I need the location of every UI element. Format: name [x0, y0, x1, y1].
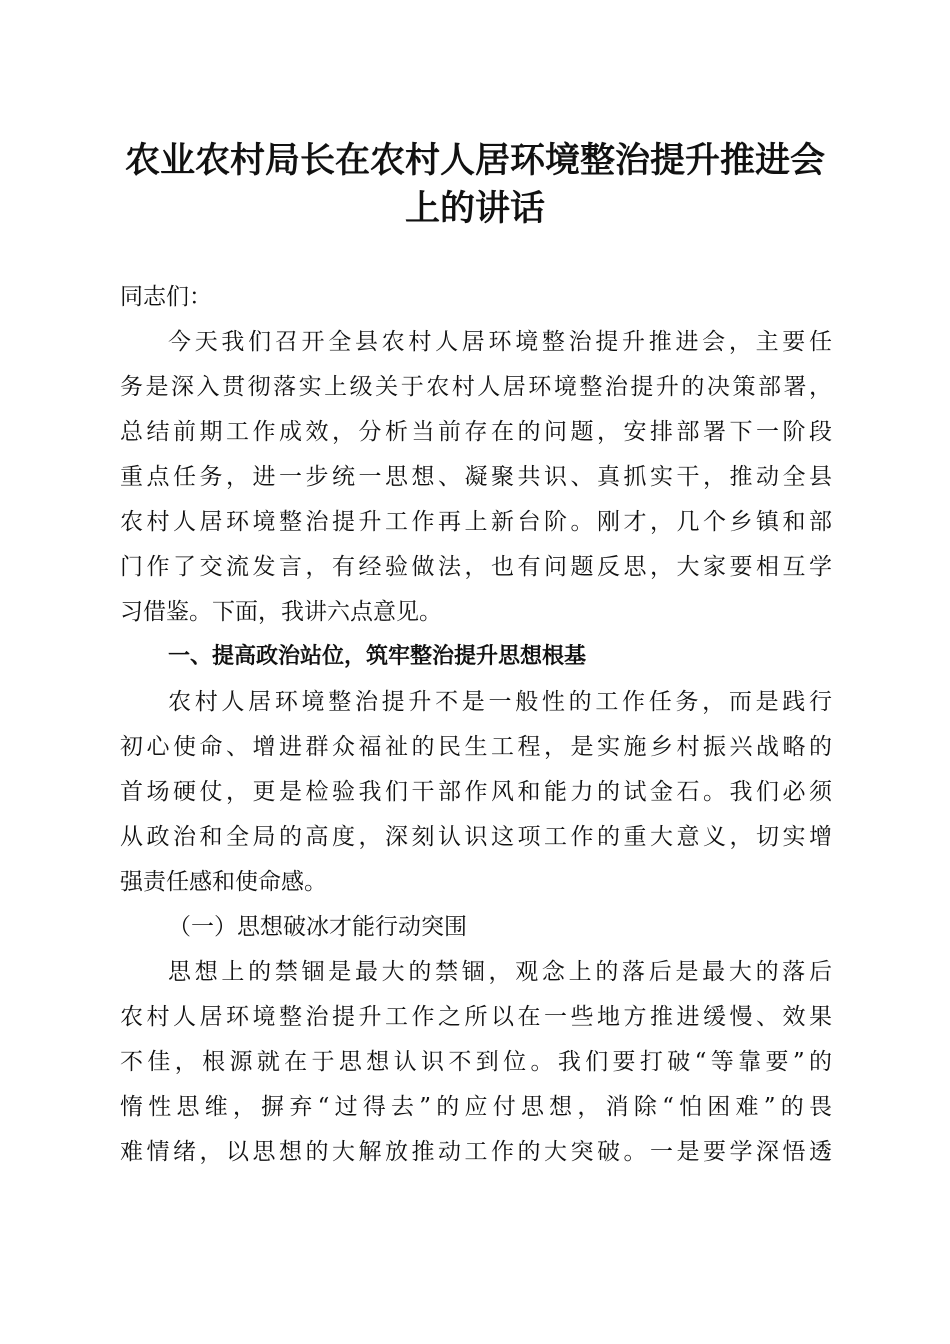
subsection-heading: （一）思想破冰才能行动突围: [168, 914, 467, 940]
body-line: 农村人居环境整治提升工作再上新台阶。刚才，几个乡镇和部: [120, 509, 832, 535]
body-line: 农村人居环境整治提升不是一般性的工作任务，而是践行: [168, 689, 832, 715]
body-line: 今天我们召开全县农村人居环境整治提升推进会，主要任: [168, 329, 832, 355]
section-heading: 一、提高政治站位，筑牢整治提升思想根基: [168, 644, 587, 669]
body-line: 农村人居环境整治提升工作之所以在一些地方推进缓慢、效果: [120, 1004, 832, 1030]
body-line: 重点任务，进一步统一思想、凝聚共识、真抓实干，推动全县: [120, 464, 832, 490]
body-line: 难情绪，以思想的大解放推动工作的大突破。一是要学深悟透: [120, 1139, 832, 1165]
document-title-line-1: 农业农村局长在农村人居环境整治提升推进会: [124, 140, 825, 181]
body-line: 总结前期工作成效，分析当前存在的问题，安排部署下一阶段: [120, 419, 832, 445]
body-line: 惰性思维，摒弃“过得去”的应付思想，消除“怕困难”的畏: [120, 1094, 832, 1120]
salutation: 同志们：: [120, 284, 212, 310]
body-line: 从政治和全局的高度，深刻认识这项工作的重大意义，切实增: [120, 824, 832, 850]
body-line: 思想上的禁锢是最大的禁锢，观念上的落后是最大的落后: [168, 959, 832, 985]
body-line: 不佳，根源就在于思想认识不到位。我们要打破“等靠要”的: [120, 1049, 832, 1075]
body-line: 强责任感和使命感。: [120, 869, 327, 895]
body-line: 习借鉴。下面，我讲六点意见。: [120, 599, 442, 625]
body-line: 初心使命、增进群众福祉的民生工程，是实施乡村振兴战略的: [120, 734, 832, 760]
body-line: 首场硬仗，更是检验我们干部作风和能力的试金石。我们必须: [120, 779, 832, 805]
body-line: 务是深入贯彻落实上级关于农村人居环境整治提升的决策部署，: [120, 374, 832, 400]
body-line: 门作了交流发言，有经验做法，也有问题反思，大家要相互学: [120, 554, 832, 580]
document-title-line-2: 上的讲话: [404, 188, 545, 229]
